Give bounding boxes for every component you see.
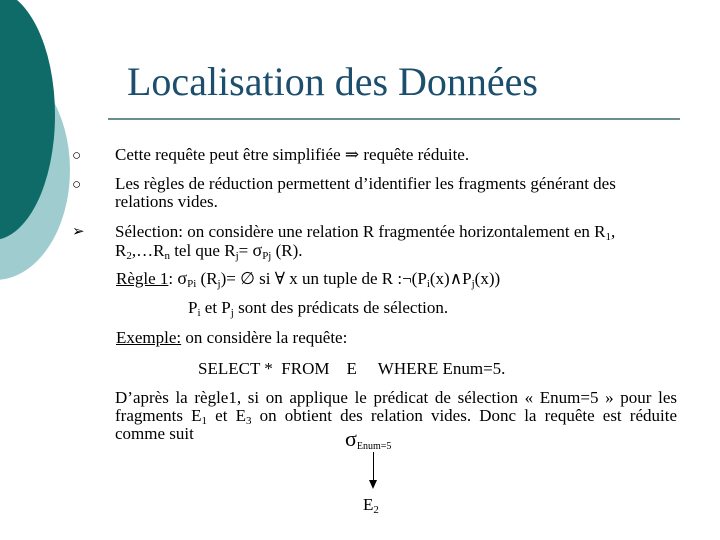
- conclusion-paragraph: D’après la règle1, si on applique le prédicat de sélection « Enum=5 » pour les fragments $E_1$ et $E_3$ on obtient des relation vides. Donc la requête est réduite comme suit: [115, 388, 677, 443]
- item-reduction-rules-line1: Les règles de réduction permettent d’identifier les fragments générant des: [115, 174, 616, 193]
- sql-query: SELECT * FROM E WHERE Enum=5.: [198, 359, 506, 378]
- slide-title: Localisation des Données: [127, 59, 538, 104]
- down-arrow-icon: [369, 480, 377, 489]
- arrow-bullet-icon: ➢: [72, 224, 85, 240]
- circle-bullet-icon: ○: [72, 148, 82, 164]
- title-underline: [108, 118, 680, 120]
- item-reduction-rules-line2: relations vides.: [115, 192, 218, 211]
- result-selection: $\sigma_{Enum=5}$: [345, 426, 392, 452]
- item-simplification: Cette requête peut être simplifiée ⇒ requête réduite.: [115, 145, 470, 164]
- down-arrow-line: [373, 452, 374, 482]
- selection-line2: $R_2,\dots R_n$ tel que $R_j= \sigma_{Pj}$ (R).: [115, 240, 303, 262]
- circle-bullet-icon: ○: [72, 177, 82, 193]
- predicates-note: $P_i$ et $P_j$ sont des prédicats de sélection.: [188, 298, 449, 319]
- example-line: Exemple: on considère la requête:: [116, 328, 348, 347]
- result-fragment: $E_2$: [363, 495, 379, 516]
- rule-1: Règle 1: $\sigma_{Pi}$ $(R_j)=$ ∅ si ∀ x un tuple de R $:\neg(P_i(x)\wedge P_j(x))$: [116, 268, 501, 290]
- selection-line1: Sélection: on considère une relation R fragmentée horizontalement en $R_1$,: [115, 222, 616, 243]
